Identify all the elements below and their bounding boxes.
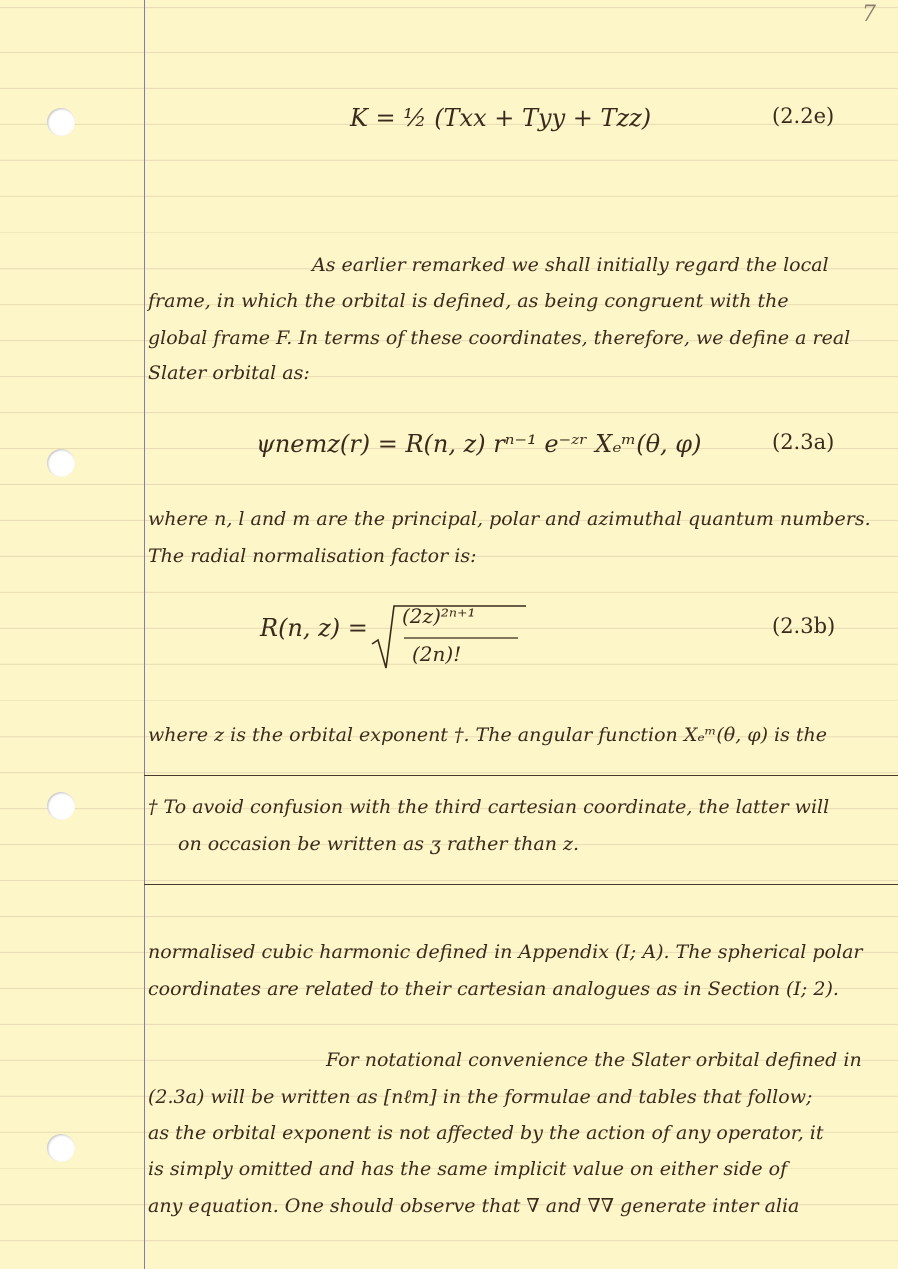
fraction-numerator: (2z)²ⁿ⁺¹: [402, 604, 476, 628]
text-line: global frame F. In terms of these coordinates, therefore, we define a real: [148, 327, 851, 349]
binder-hole: [47, 1134, 75, 1162]
equation-number: (2.3a): [772, 430, 835, 454]
text-line: coordinates are related to their cartesian analogues as in Section (I; 2).: [148, 978, 839, 1000]
square-root: [368, 600, 528, 672]
text-line: frame, in which the orbital is defined, as being congruent with the: [148, 290, 789, 312]
binder-hole: [47, 449, 75, 477]
equation-number: (2.3b): [772, 614, 836, 638]
equation-number: (2.2e): [772, 104, 835, 128]
text-line: As earlier remarked we shall initially regard the local: [312, 254, 829, 276]
binder-hole: [47, 792, 75, 820]
fraction-denominator: (2n)!: [412, 642, 462, 666]
text-line: Slater orbital as:: [148, 362, 310, 384]
text-line: where n, l and m are the principal, polar and azimuthal quantum numbers.: [148, 508, 871, 530]
text-line: is simply omitted and has the same implicit value on either side of: [148, 1158, 788, 1180]
footnote-rule-top: [144, 775, 898, 776]
footnote-line: † To avoid confusion with the third cartesian coordinate, the latter will: [148, 796, 830, 818]
footnote-line: on occasion be written as ʒ rather than z.: [178, 833, 580, 855]
text-line: normalised cubic harmonic defined in Appendix (I; A). The spherical polar: [148, 941, 863, 963]
binder-hole: [47, 108, 75, 136]
text-line: The radial normalisation factor is:: [148, 545, 477, 567]
equation-expression: K = ½ (Txx + Tyy + Tzz): [350, 104, 652, 132]
equation-expression: ψnemz(r) = R(n, z) rⁿ⁻¹ e⁻ᶻʳ Xₑᵐ(θ, φ): [256, 430, 702, 458]
text-line: as the orbital exponent is not affected by the action of any operator, it: [148, 1122, 824, 1144]
page-number: 7: [862, 2, 876, 27]
footnote-rule-bottom: [144, 884, 898, 885]
text-line: (2.3a) will be written as [nℓm] in the formulae and tables that follow;: [148, 1086, 813, 1108]
text-line: where z is the orbital exponent †. The angular function Xₑᵐ(θ, φ) is the: [148, 724, 828, 746]
equation-lhs: R(n, z) =: [260, 614, 368, 642]
text-line: For notational convenience the Slater orbital defined in: [326, 1049, 862, 1071]
text-line: any equation. One should observe that ∇ and ∇∇ generate inter alia: [148, 1195, 800, 1217]
margin-line: [144, 0, 145, 1269]
